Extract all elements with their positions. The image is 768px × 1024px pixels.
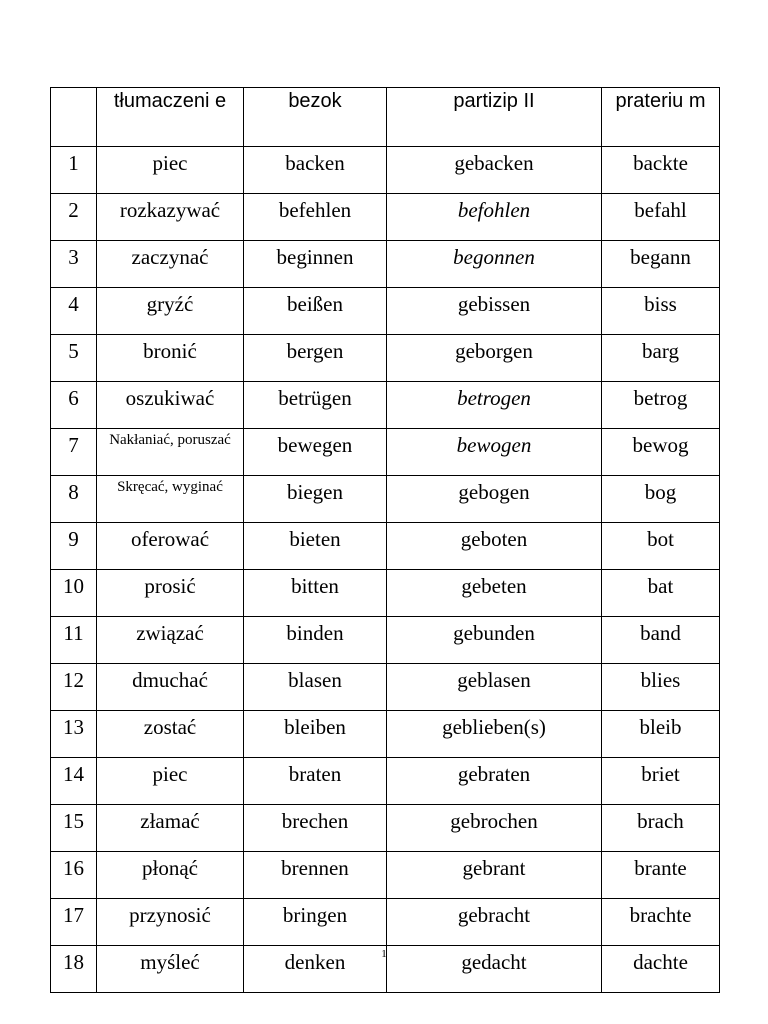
table-row [51, 852, 720, 899]
header-infinitive: bezok [244, 88, 387, 147]
infinitive-cell: backen [244, 147, 387, 194]
row-number: 10 [51, 570, 97, 617]
preterite-cell: briet [602, 758, 720, 805]
translation-cell: związać [97, 617, 244, 664]
preterite-cell: dachte [602, 946, 720, 993]
participle-cell: geborgen [387, 335, 602, 382]
preterite-cell: bat [602, 570, 720, 617]
infinitive-cell: bewegen [244, 429, 387, 476]
participle-cell: gebogen [387, 476, 602, 523]
infinitive-cell: bitten [244, 570, 387, 617]
row-number: 7 [51, 429, 97, 476]
infinitive-cell: bergen [244, 335, 387, 382]
table-row [51, 147, 720, 194]
infinitive-cell: denken [244, 946, 387, 993]
preterite-cell: backte [602, 147, 720, 194]
participle-cell: gebrant [387, 852, 602, 899]
row-number: 2 [51, 194, 97, 241]
preterite-cell: betrog [602, 382, 720, 429]
table-row [51, 617, 720, 664]
translation-cell: prosić [97, 570, 244, 617]
translation-cell: piec [97, 758, 244, 805]
row-number: 1 [51, 147, 97, 194]
infinitive-cell: befehlen [244, 194, 387, 241]
row-number: 4 [51, 288, 97, 335]
table-header-row [51, 88, 720, 147]
row-number: 3 [51, 241, 97, 288]
table-row [51, 288, 720, 335]
participle-cell: gebraten [387, 758, 602, 805]
row-number: 9 [51, 523, 97, 570]
preterite-cell: bot [602, 523, 720, 570]
participle-cell: bewogen [387, 429, 602, 476]
header-number [51, 88, 97, 147]
infinitive-cell: betrügen [244, 382, 387, 429]
row-number: 13 [51, 711, 97, 758]
table-row [51, 805, 720, 852]
row-number: 5 [51, 335, 97, 382]
table-row [51, 476, 720, 523]
preterite-cell: begann [602, 241, 720, 288]
preterite-cell: brachte [602, 899, 720, 946]
participle-cell: gebissen [387, 288, 602, 335]
infinitive-cell: brennen [244, 852, 387, 899]
participle-cell: gebunden [387, 617, 602, 664]
preterite-cell: brante [602, 852, 720, 899]
preterite-cell: bewog [602, 429, 720, 476]
translation-cell: oferować [97, 523, 244, 570]
participle-cell: geboten [387, 523, 602, 570]
translation-cell: myśleć [97, 946, 244, 993]
table-row [51, 335, 720, 382]
translation-cell: płonąć [97, 852, 244, 899]
translation-cell: Nakłaniać, poruszać [97, 429, 244, 476]
preterite-cell: barg [602, 335, 720, 382]
participle-cell: gedacht [387, 946, 602, 993]
participle-cell: befohlen [387, 194, 602, 241]
translation-cell: dmuchać [97, 664, 244, 711]
infinitive-cell: biegen [244, 476, 387, 523]
row-number: 16 [51, 852, 97, 899]
translation-cell: oszukiwać [97, 382, 244, 429]
table-row [51, 241, 720, 288]
translation-cell: zostać [97, 711, 244, 758]
participle-cell: geblieben(s) [387, 711, 602, 758]
translation-cell: piec [97, 147, 244, 194]
header-translation: tłumaczeni e [97, 88, 244, 147]
table-row [51, 429, 720, 476]
table-body [51, 147, 720, 993]
infinitive-cell: bieten [244, 523, 387, 570]
table-row [51, 664, 720, 711]
row-number: 6 [51, 382, 97, 429]
header-preterite: prateriu m [602, 88, 720, 147]
participle-cell: begonnen [387, 241, 602, 288]
participle-cell: gebrochen [387, 805, 602, 852]
preterite-cell: befahl [602, 194, 720, 241]
row-number: 14 [51, 758, 97, 805]
table-row [51, 523, 720, 570]
translation-cell: gryźć [97, 288, 244, 335]
table-row [51, 194, 720, 241]
preterite-cell: band [602, 617, 720, 664]
table-row [51, 758, 720, 805]
table-row [51, 711, 720, 758]
preterite-cell: blies [602, 664, 720, 711]
participle-cell: gebracht [387, 899, 602, 946]
translation-cell: rozkazywać [97, 194, 244, 241]
infinitive-cell: blasen [244, 664, 387, 711]
row-number: 8 [51, 476, 97, 523]
row-number: 18 [51, 946, 97, 993]
infinitive-cell: binden [244, 617, 387, 664]
translation-cell: przynosić [97, 899, 244, 946]
participle-cell: betrogen [387, 382, 602, 429]
participle-cell: geblasen [387, 664, 602, 711]
infinitive-cell: beißen [244, 288, 387, 335]
translation-cell: Skręcać, wyginać [97, 476, 244, 523]
participle-cell: gebacken [387, 147, 602, 194]
row-number: 17 [51, 899, 97, 946]
row-number: 11 [51, 617, 97, 664]
table-row [51, 570, 720, 617]
preterite-cell: biss [602, 288, 720, 335]
preterite-cell: bog [602, 476, 720, 523]
verb-table [50, 87, 720, 993]
table-row [51, 899, 720, 946]
row-number: 12 [51, 664, 97, 711]
infinitive-cell: beginnen [244, 241, 387, 288]
infinitive-cell: bleiben [244, 711, 387, 758]
preterite-cell: brach [602, 805, 720, 852]
infinitive-cell: braten [244, 758, 387, 805]
participle-cell: gebeten [387, 570, 602, 617]
header-participle: partizip II [387, 88, 602, 147]
table-row [51, 382, 720, 429]
page-number: 1 [381, 948, 387, 960]
infinitive-cell: bringen [244, 899, 387, 946]
row-number: 15 [51, 805, 97, 852]
preterite-cell: bleib [602, 711, 720, 758]
translation-cell: złamać [97, 805, 244, 852]
translation-cell: bronić [97, 335, 244, 382]
infinitive-cell: brechen [244, 805, 387, 852]
translation-cell: zaczynać [97, 241, 244, 288]
